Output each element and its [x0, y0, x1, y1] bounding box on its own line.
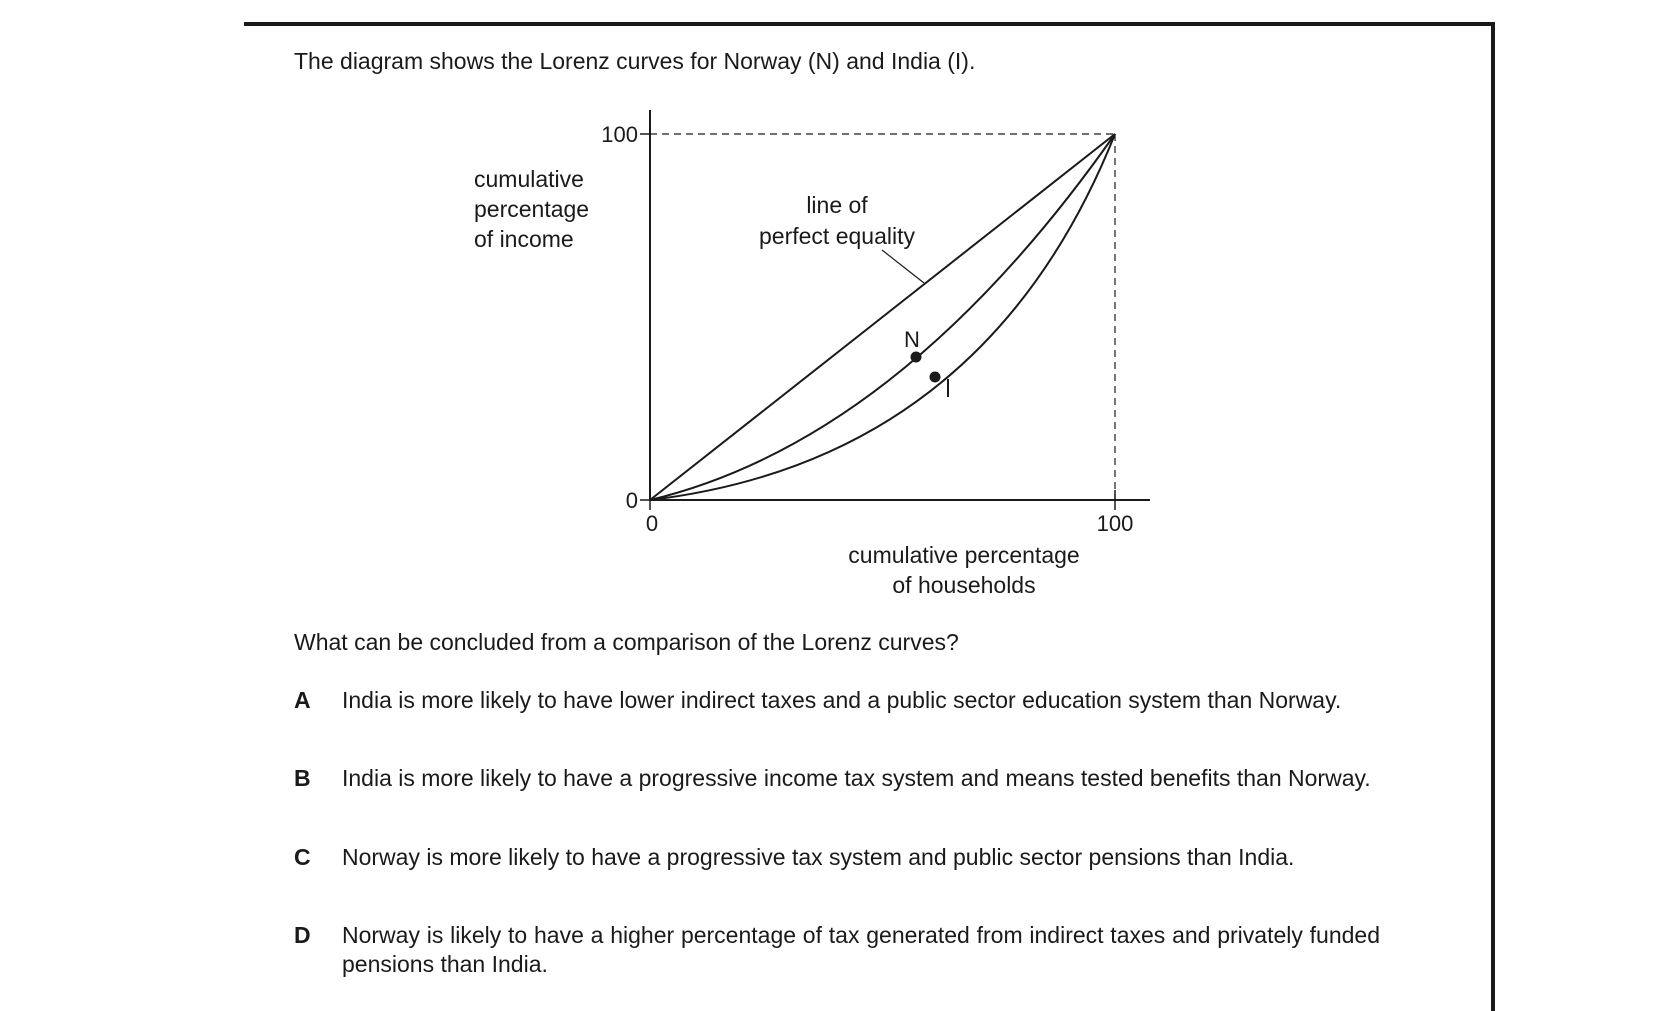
norway-label: N [904, 327, 920, 352]
y-axis-label-line-3: of income [474, 226, 574, 252]
option-d-text: Norway is likely to have a higher percentage of tax generated from indirect taxes and privately funded pensions than India. [342, 922, 1380, 977]
option-c[interactable] [294, 843, 1380, 872]
intro-text: The diagram shows the Lorenz curves for Norway (N) and India (I). [294, 48, 976, 74]
y-axis-label-line-1: cumulative [474, 166, 584, 192]
option-b-letter: B [294, 765, 311, 791]
y-axis-label-line-2: percentage [474, 196, 590, 222]
option-c-text: Norway is more likely to have a progressive tax system and public sector pensions than India. [342, 844, 1295, 870]
y-tick-label-100: 100 [601, 122, 638, 147]
line-of-perfect-equality [650, 134, 1115, 500]
x-tick-label-100: 100 [1096, 511, 1134, 536]
option-a-text: India is more likely to have lower indirect taxes and a public sector education system than Norway. [342, 687, 1342, 713]
option-c-letter: C [294, 844, 311, 870]
x-axis-label-line-1: cumulative percentage [848, 542, 1080, 568]
option-d-letter: D [294, 922, 311, 948]
equality-label-line-2: perfect equality [759, 223, 915, 249]
equality-label-leader [882, 250, 924, 283]
x-tick-label-0: 0 [645, 511, 659, 536]
option-b[interactable] [294, 764, 1380, 793]
option-a-letter: A [294, 687, 311, 713]
norway-point [911, 352, 922, 363]
india-point [930, 372, 941, 383]
option-b-text: India is more likely to have a progressive income tax system and means tested benefits than Norway. [342, 765, 1371, 791]
equality-label-line-1: line of [806, 192, 868, 218]
option-a[interactable] [294, 686, 1380, 715]
option-d[interactable] [294, 921, 1380, 979]
y-tick-label-0: 0 [625, 488, 638, 513]
question-text: What can be concluded from a comparison of the Lorenz curves? [294, 629, 959, 655]
x-axis-label-line-2: of households [892, 572, 1036, 598]
india-label: I [955, 397, 956, 398]
